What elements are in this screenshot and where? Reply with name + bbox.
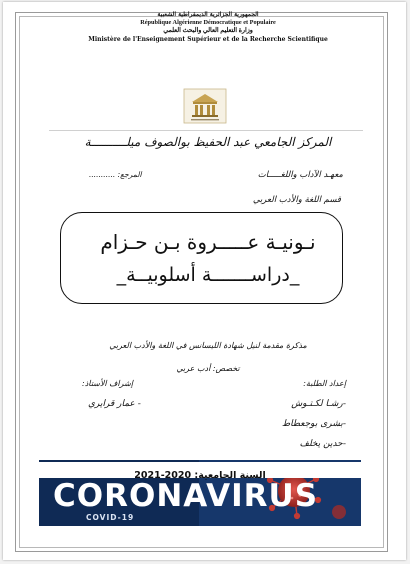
republic-french: République Algérienne Démocratique et Populaire (140, 19, 276, 26)
academic-year: السنة الجامعية: 2020-2021 (134, 470, 266, 481)
reference-label: المرجع: (117, 170, 142, 179)
specialty-label: تخصص: أدب عربي (176, 364, 240, 373)
thesis-subtitle: _دراســـــــة أسلوبيــة_ (116, 264, 300, 286)
document-page (3, 2, 406, 560)
institute-name: معهـد الآداب واللغـــــات (257, 170, 343, 180)
student-name: -رشـا لكـتـوش (291, 399, 346, 409)
republic-arabic: الجمهورية الجزائرية الديمقراطية الشعبية (157, 11, 259, 18)
memo-description: مذكرة مقدمة لنيل شهادة الليسانس في اللغة والأدب العربي (109, 341, 307, 350)
coronavirus-headline: CORONAVIRUS (53, 478, 319, 514)
reference-dots: ........... (89, 170, 116, 179)
supervisor-label: إشراف الأستاذ: (82, 379, 133, 388)
students-label: إعداد الطلبة: (303, 379, 346, 388)
supervisor-name: - عمار قرايري (88, 399, 141, 409)
ministry-arabic: وزارة التعليم العالي والبحث العلمي (163, 27, 253, 34)
thesis-title: نـونيـة عـــــروة بـن حـزام (100, 230, 316, 254)
reference-field (89, 170, 142, 179)
department-name: قسم اللغة والأدب العربي (252, 195, 341, 205)
header-divider (49, 130, 363, 131)
student-name: -حدين يخلف (299, 439, 346, 449)
student-name: -بشرى بوجعطاط (281, 419, 346, 429)
coronavirus-banner (39, 460, 361, 526)
university-logo-icon (183, 88, 227, 124)
academic-year-strip (39, 462, 361, 481)
university-center-name: المركز الجامعي عبد الحفيظ بوالصوف ميلــــــــــة (84, 135, 332, 149)
title-box (60, 212, 343, 304)
ministry-french: Ministère de l'Enseignement Supérieur et de la Recherche Scientifique (88, 36, 328, 43)
covid-subline: COVID-19 (86, 513, 135, 522)
